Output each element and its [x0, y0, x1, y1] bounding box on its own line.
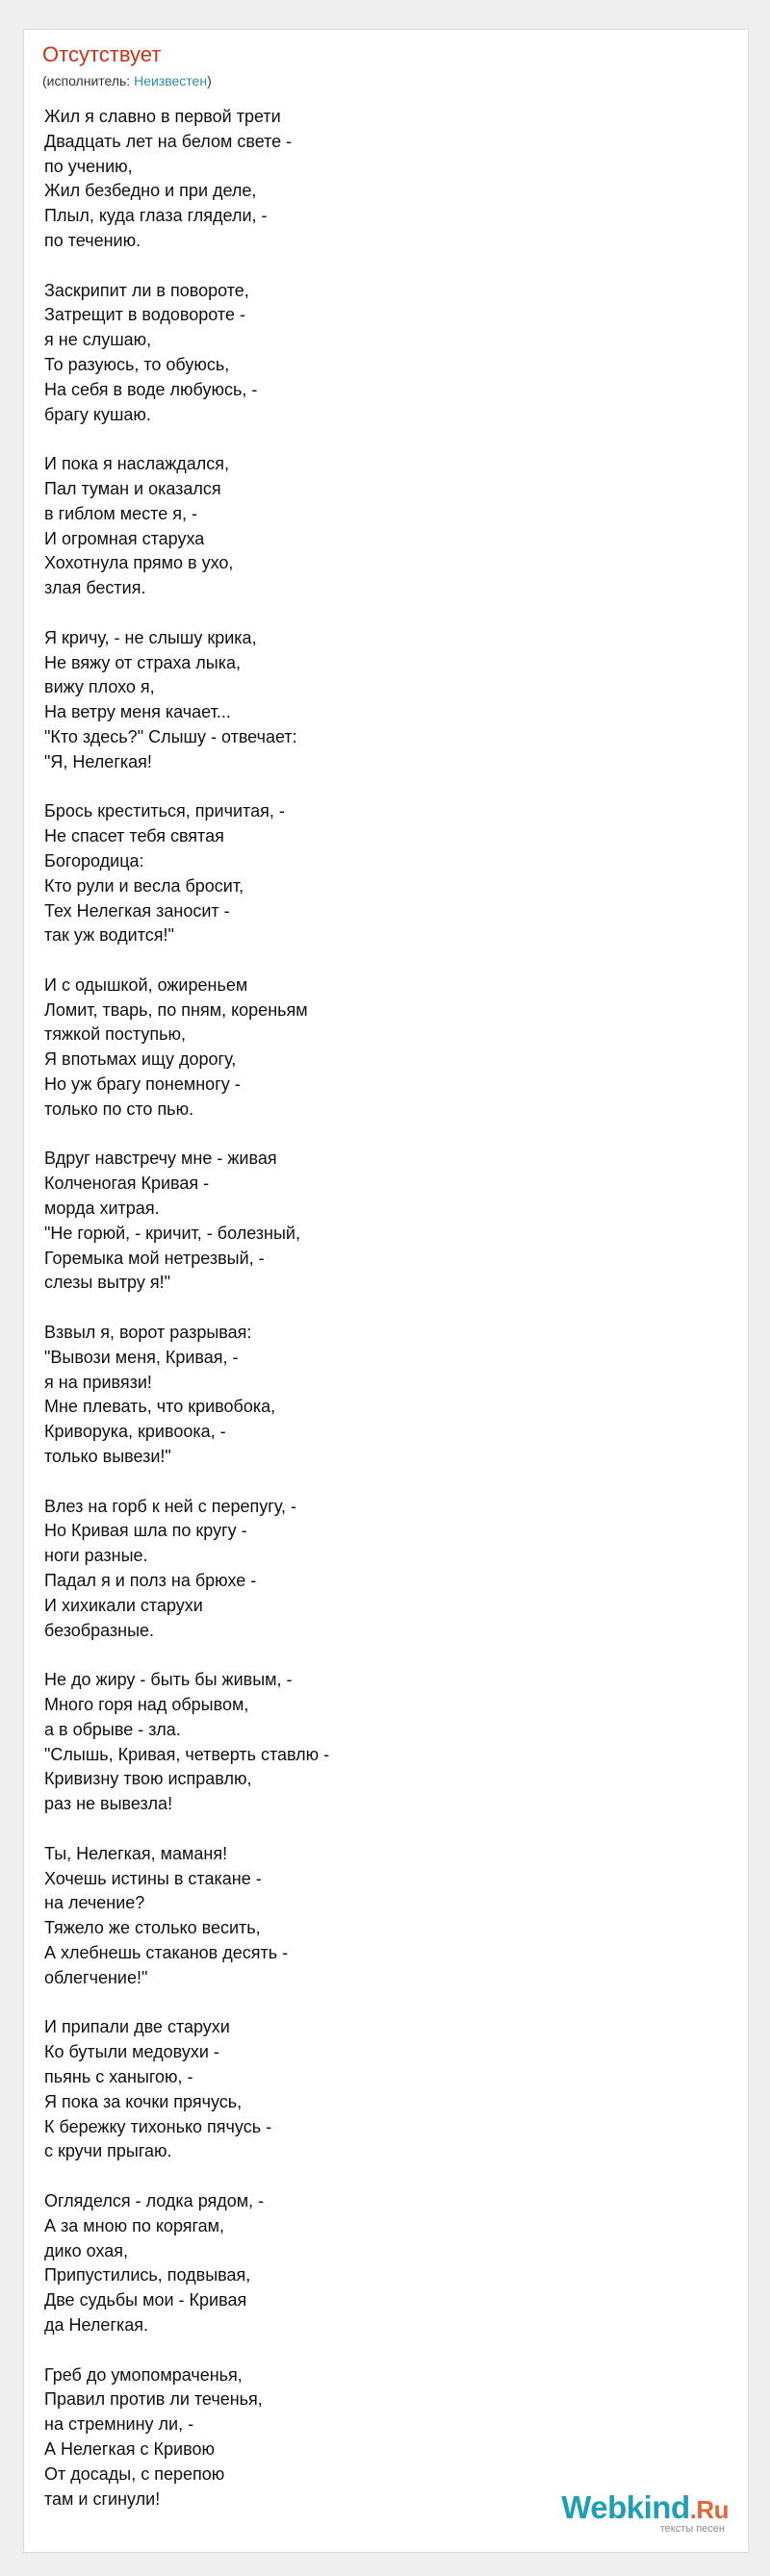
stanza [44, 2015, 718, 2164]
lyric-line: Кто рули и весла бросит, [44, 875, 244, 896]
lyric-line: по течению. [44, 230, 141, 250]
lyric-line: Ломит, тварь, по пням, кореньям [44, 999, 308, 1020]
stanza [44, 1147, 718, 1296]
stanza [44, 973, 718, 1123]
lyric-line: по учению, [44, 156, 133, 176]
lyric-line: в гиблом месте я, - [44, 503, 197, 523]
lyric-line: Ко бутыли медовухи - [44, 2042, 219, 2062]
lyric-line: Но Кривая шла по кругу - [44, 1521, 247, 1541]
stanza [44, 1842, 718, 1991]
lyric-line: Хохотнула прямо в ухо, [44, 553, 234, 573]
lyric-line: облегчение!" [44, 1967, 148, 1987]
lyric-line: да Нелегкая. [44, 2314, 149, 2335]
lyric-line: Криворука, кривоока, - [44, 1422, 226, 1442]
lyric-line: вижу плохо я, [44, 677, 155, 697]
lyric-line: А хлебнешь стаканов десять - [44, 1942, 289, 1962]
lyric-line: я не слушаю, [44, 330, 152, 350]
lyric-line: И хихикали старухи [44, 1595, 203, 1615]
stanza [44, 799, 718, 948]
lyric-line: И припали две старухи [44, 2017, 230, 2037]
lyric-line: "Я, Нелегкая! [44, 751, 152, 771]
lyric-line: Много горя над обрывом, [44, 1695, 249, 1714]
lyric-line: Заскрипит ли в повороте, [44, 280, 249, 300]
lyric-line: На себя в воде любуюсь, - [44, 379, 258, 399]
stanza [44, 279, 718, 428]
stanza [44, 105, 718, 254]
lyric-line: тяжкой поступью, [44, 1024, 187, 1045]
lyric-line: Хочешь истины в стакане - [44, 1868, 262, 1888]
lyrics-text [44, 105, 718, 2537]
lyric-line: То разуюсь, то обуюсь, [44, 354, 230, 374]
lyric-line: Богородица: [44, 850, 144, 871]
stanza [44, 626, 718, 775]
stanza [44, 1668, 718, 1817]
lyric-line: там и сгинули! [44, 2488, 161, 2509]
lyric-line: И огромная старуха [44, 528, 205, 548]
lyric-line: Мне плевать, что кривобока, [44, 1397, 276, 1417]
lyric-line: И с одышкой, ожиреньем [44, 974, 248, 995]
lyric-line: морда хитрая. [44, 1199, 160, 1219]
lyric-line: Не вяжу от страха лыка, [44, 652, 242, 672]
lyric-line: Я пока за кочки прячусь, [44, 2091, 243, 2111]
lyric-line: так уж водится!" [44, 925, 174, 946]
lyric-line: Припустились, подвывая, [44, 2265, 251, 2286]
song-title: Отсутствует [42, 42, 162, 66]
lyric-line: на лечение? [44, 1893, 145, 1913]
lyric-line: К бережку тихонько пячусь - [44, 2116, 272, 2136]
lyric-line: Затрещит в водовороте - [44, 305, 245, 325]
lyric-line: Колченогая Кривая - [44, 1174, 210, 1194]
lyric-line: Не спасет тебя святая [44, 826, 224, 846]
lyric-line: злая бестия. [44, 578, 146, 598]
lyric-line: Падал я и полз на брюхе - [44, 1571, 257, 1591]
stanza [44, 1321, 718, 1470]
artist-line [42, 72, 212, 89]
lyric-line: Жил я славно в первой трети [44, 107, 281, 126]
lyric-line: Брось креститься, причитая, - [44, 801, 285, 821]
lyric-line: раз не вывезла! [44, 1794, 173, 1814]
lyric-line: Плыл, куда глаза глядели, - [44, 206, 268, 226]
stanza [44, 1495, 718, 1644]
artist-link[interactable]: Неизвестен [134, 73, 208, 88]
lyric-line: Я кричу, - не слышу крика, [44, 627, 257, 647]
site-logo[interactable] [561, 2491, 729, 2535]
lyric-line: Огляделся - лодка рядом, - [44, 2190, 265, 2210]
lyric-line: Я впотьмах ищу дорогу, [44, 1049, 237, 1070]
lyric-line: Греб до умопомраченья, [44, 2364, 243, 2385]
lyric-line: безобразные. [44, 1620, 155, 1640]
lyric-line: Правил против ли теченья, [44, 2389, 263, 2410]
lyric-line: Две судьбы мои - Кривая [44, 2290, 247, 2311]
stanza [44, 2189, 718, 2338]
lyric-line: Взвыл я, ворот разрывая: [44, 1323, 252, 1343]
lyric-line: Но уж брагу понемногу - [44, 1074, 241, 1095]
lyric-line: Горемыка мой нетрезвый, - [44, 1248, 265, 1268]
lyric-line: Кривизну твою исправлю, [44, 1769, 252, 1789]
lyric-line: брагу кушаю. [44, 404, 151, 424]
lyric-line: только по сто пью. [44, 1099, 194, 1119]
lyric-line: На ветру меня качает... [44, 702, 231, 722]
lyric-line: Влез на горб к ней с перепугу, - [44, 1496, 297, 1516]
logo-domain-text: .Ru [689, 2495, 729, 2524]
artist-suffix: ) [207, 73, 212, 88]
lyric-line: я на привязи! [44, 1372, 152, 1392]
lyric-line: Тех Нелегкая заносит - [44, 900, 230, 921]
lyric-line: на стремнину ли, - [44, 2414, 194, 2435]
lyrics-card [23, 29, 749, 2553]
artist-prefix: (исполнитель: [42, 73, 135, 88]
lyric-line: Пал туман и оказался [44, 478, 221, 498]
lyric-line: Жил безбедно и при деле, [44, 181, 257, 201]
lyric-line: слезы вытру я!" [44, 1273, 171, 1293]
lyric-line: пьянь с ханыгою, - [44, 2066, 193, 2086]
lyric-line: И пока я наслаждался, [44, 454, 229, 474]
lyric-line: только вывези!" [44, 1447, 171, 1467]
lyric-line: Вдруг навстречу мне - живая [44, 1149, 277, 1169]
lyric-line: А за мною по корягам, [44, 2215, 225, 2235]
lyric-line: Двадцать лет на белом свете - [44, 131, 293, 151]
lyric-line: "Не горюй, - кричит, - болезный, [44, 1223, 300, 1243]
lyric-line: "Слышь, Кривая, четверть ставлю - [44, 1744, 330, 1764]
lyric-line: "Кто здесь?" Слышу - отвечает: [44, 726, 297, 746]
logo-main-text: Webkind [561, 2489, 690, 2525]
logo-subtitle: тексты песен [659, 2523, 725, 2535]
lyric-line: а в обрыве - зла. [44, 1719, 181, 1739]
lyric-line: Ты, Нелегкая, маманя! [44, 1843, 228, 1863]
lyric-line: Тяжело же столько весить, [44, 1918, 261, 1938]
lyric-line: с кручи прыгаю. [44, 2141, 172, 2161]
lyric-line: А Нелегкая с Кривою [44, 2438, 215, 2459]
stanza [44, 452, 718, 601]
lyric-line: "Вывози меня, Кривая, - [44, 1347, 239, 1367]
lyric-line: От досады, с перепою [44, 2463, 225, 2484]
lyric-line: дико охая, [44, 2240, 129, 2260]
lyric-line: ноги разные. [44, 1546, 148, 1566]
lyric-line: Не до жиру - быть бы живым, - [44, 1670, 293, 1690]
